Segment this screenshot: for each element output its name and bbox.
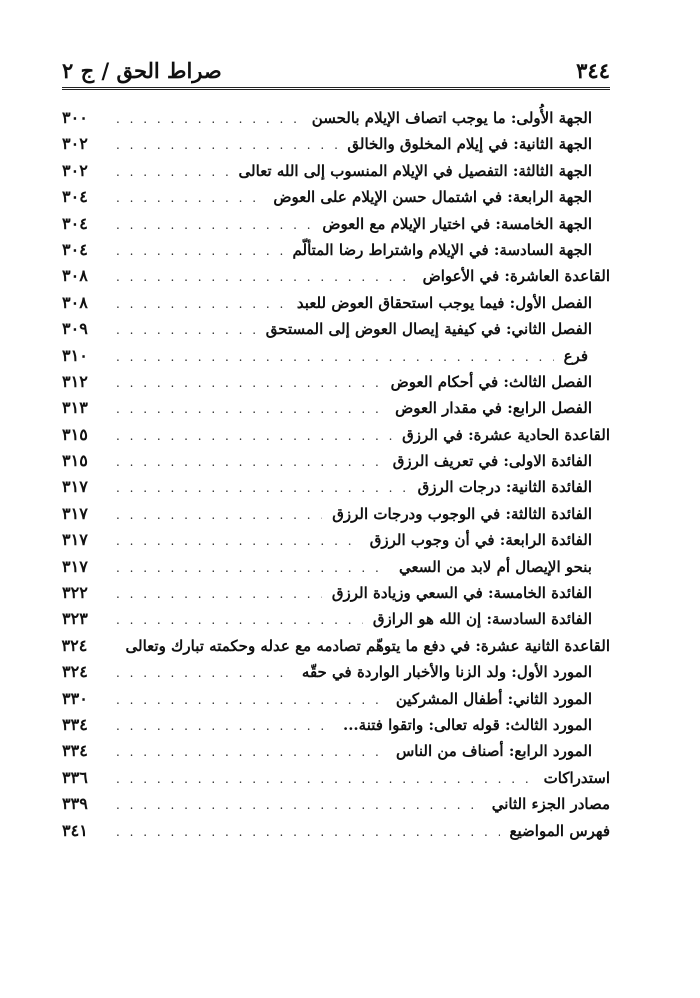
table-of-contents [62, 108, 610, 847]
toc-entry [62, 319, 610, 345]
dot-leader [116, 429, 392, 443]
toc-entry [62, 530, 610, 556]
toc-entry [62, 689, 610, 715]
toc-entry [62, 293, 610, 319]
toc-entry [62, 715, 610, 741]
toc-entry-title: الجهة الأُولى: ما يوجب اتصاف الإيلام بالحسن [311, 109, 592, 127]
dot-leader [116, 112, 302, 126]
toc-entry [62, 504, 610, 530]
toc-entry-page: ٣٠٩ [62, 319, 88, 339]
toc-entry-page: ٣٠٢ [62, 160, 88, 180]
toc-entry-page: ٣١٧ [62, 503, 88, 523]
toc-entry-page: ٣٠٤ [62, 213, 88, 233]
page-header [62, 56, 610, 90]
toc-entry [62, 214, 610, 240]
dot-leader [116, 297, 287, 311]
toc-entry-page: ٣١٣ [62, 398, 88, 418]
toc-entry-title: فرع [563, 346, 588, 365]
toc-entry-title: بنحو الإيصال أم لابد من السعي [399, 557, 592, 576]
toc-entry-title: المورد الأول: ولد الزنا والأخبار الواردة في حقّه [301, 663, 592, 682]
toc-entry-page: ٣٣٩ [62, 794, 88, 814]
toc-entry-page: ٣٠٢ [62, 134, 88, 154]
toc-entry-title: المورد الثاني: أطفال المشركين [395, 689, 592, 708]
toc-entry [62, 134, 610, 160]
running-title: صراط الحق / ج ٢ [62, 58, 222, 83]
dot-leader [116, 613, 363, 627]
toc-entry-page: ٣٠٤ [62, 239, 88, 259]
toc-entry [62, 636, 610, 662]
toc-entry [62, 609, 610, 635]
dot-leader [116, 350, 554, 364]
toc-entry-title: الفائدة السادسة: إن الله هو الرازق [372, 610, 592, 629]
toc-entry-title: القاعدة الثانية عشرة: في دفع ما يتوهّم تصادمه مع عدله وحكمته تبارك وتعالى [125, 636, 610, 655]
toc-entry [62, 266, 610, 292]
toc-entry [62, 768, 610, 794]
toc-entry-title: الجهة السادسة: في الإيلام واشتراط رضا المتألّم [292, 240, 592, 259]
dot-leader [116, 191, 263, 205]
toc-entry-title: القاعدة العاشرة: في الأعواض [422, 267, 610, 286]
toc-entry-page: ٣١٢ [62, 371, 88, 391]
dot-leader [116, 693, 386, 707]
toc-entry-title: الفصل الرابع: في مقدار العوض [395, 399, 592, 418]
toc-entry-title: المورد الثالث: قوله تعالى: واتقوا فتنة... [342, 715, 592, 734]
dot-leader [116, 666, 292, 680]
toc-entry-page: ٣٣٤ [62, 714, 88, 734]
toc-entry-page: ٣٠٠ [62, 108, 88, 127]
toc-entry-page: ٣١٠ [62, 345, 88, 365]
toc-entry-title: الجهة الخامسة: في اختيار الإيلام مع العوض [322, 214, 592, 233]
page-number: ٣٤٤ [576, 58, 610, 83]
toc-entry-page: ٣٢٣ [62, 609, 88, 629]
toc-entry [62, 240, 610, 266]
dot-leader [116, 244, 283, 258]
toc-entry-page: ٣٢٤ [61, 635, 88, 655]
dot-leader [116, 165, 229, 179]
toc-entry-title: استدراكات [543, 768, 610, 787]
dot-leader [116, 376, 381, 390]
toc-entry-page: ٣١٧ [62, 556, 88, 576]
toc-entry-page: ٣٢٢ [62, 583, 88, 603]
dot-leader [116, 323, 256, 337]
toc-entry [62, 794, 610, 820]
toc-entry-title: الفائدة الثالثة: في الوجوب ودرجات الرزق [332, 504, 592, 523]
toc-entry-title: مصادر الجزء الثاني [491, 795, 610, 814]
toc-entry-page: ٣٠٨ [62, 292, 88, 312]
toc-entry [62, 108, 610, 134]
toc-entry [62, 477, 610, 503]
toc-entry [62, 451, 610, 477]
toc-entry [62, 187, 610, 213]
toc-entry-page: ٣٠٨ [62, 266, 88, 286]
toc-entry [62, 557, 610, 583]
toc-entry-title: الفائدة الخامسة: في السعي وزيادة الرزق [331, 584, 592, 603]
toc-entry-page: ٣١٥ [62, 451, 88, 471]
dot-leader [116, 455, 383, 469]
dot-leader [116, 270, 413, 284]
dot-leader [116, 719, 333, 733]
toc-entry-title: الجهة الثانية: في إيلام المخلوق والخالق [347, 135, 592, 154]
toc-entry-page: ٣٠٤ [62, 187, 88, 207]
dot-leader [116, 561, 389, 575]
toc-entry-page: ٣١٥ [62, 424, 88, 444]
toc-entry-title: الجهة الرابعة: في اشتمال حسن الإيلام على العوض [273, 188, 592, 207]
toc-entry [62, 161, 610, 187]
dot-leader [116, 402, 385, 416]
toc-entry [62, 821, 610, 847]
toc-entry-page: ٣١٧ [62, 477, 88, 497]
dot-leader [116, 745, 386, 759]
dot-leader [116, 138, 337, 152]
dot-leader [116, 534, 360, 548]
dot-leader [116, 825, 500, 839]
toc-entry-page: ٣٣٦ [62, 767, 88, 787]
toc-entry-page: ٣٣٤ [62, 741, 88, 761]
toc-entry-title: القاعدة الحادية عشرة: في الرزق [402, 425, 610, 444]
toc-entry-title: الفصل الثالث: في أحكام العوض [390, 372, 592, 391]
toc-entry-title: الجهة الثالثة: التفصيل في الإيلام المنسوب إلى الله تعالى [238, 161, 592, 180]
toc-entry [62, 425, 610, 451]
toc-entry [62, 346, 610, 372]
toc-entry-page: ٣٤١ [62, 820, 88, 840]
dot-leader [116, 772, 534, 786]
toc-entry-title: الفائدة الثانية: درجات الرزق [417, 478, 592, 497]
dot-leader [116, 218, 312, 232]
dot-leader [116, 508, 322, 522]
dot-leader [116, 587, 322, 601]
toc-entry [62, 372, 610, 398]
toc-entry-title: الفائدة الاولى: في تعريف الرزق [392, 452, 592, 471]
toc-entry-title: الفصل الثاني: في كيفية إيصال العوض إلى المستحق [265, 320, 592, 339]
dot-leader [116, 798, 482, 812]
toc-entry [62, 741, 610, 767]
toc-entry-page: ٣١٧ [62, 530, 88, 550]
toc-entry-title: الفائدة الرابعة: في أن وجوب الرزق [369, 531, 592, 550]
toc-entry-title: الفصل الأول: فيما يوجب استحقاق العوض للعبد [296, 293, 592, 312]
toc-entry-title: فهرس المواضيع [509, 821, 610, 840]
toc-entry-page: ٣٢٤ [62, 662, 88, 682]
toc-entry [62, 398, 610, 424]
toc-entry [62, 583, 610, 609]
toc-entry-title: المورد الرابع: أصناف من الناس [396, 742, 592, 761]
dot-leader [116, 481, 408, 495]
toc-entry-page: ٣٣٠ [62, 688, 88, 708]
toc-entry [62, 662, 610, 688]
